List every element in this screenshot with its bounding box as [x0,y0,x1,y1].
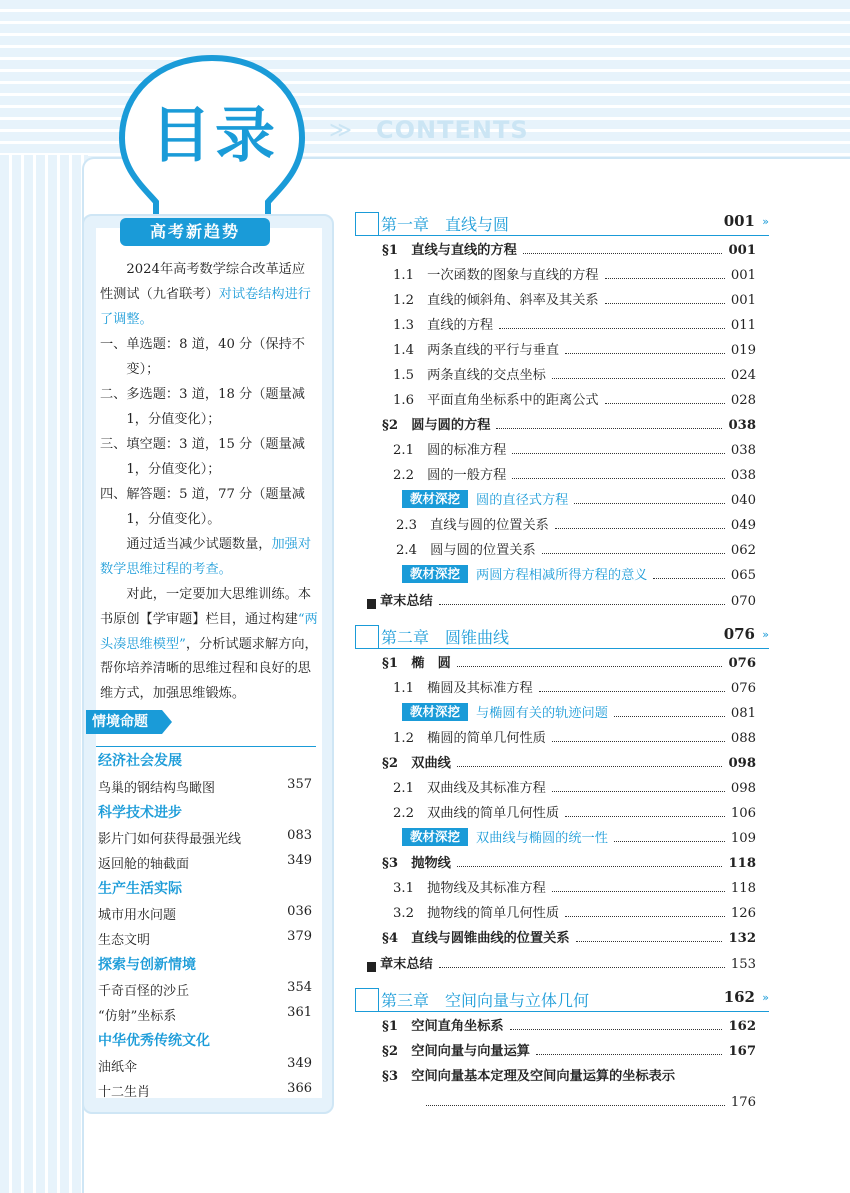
item-multi-choice: 二、多选题：3 道，18 分（题量减 1，分值变化）； [100,387,305,427]
toc-entry[interactable]: 176 [420,1090,756,1110]
category-title: 中华优秀传统文化 [98,1033,210,1049]
category-title: 经济社会发展 [98,753,182,769]
situation-item[interactable]: 返回舱的轴截面 349 [98,853,312,872]
training-paragraph: 对此，一定要加大思维训练。本书原创【学审题】栏目，通过构建“两头凑思维模型”，分析试题求解方向，帮你培养清晰的思维过程和良好的思维方式，加强思维锻炼。 [100,587,318,702]
toc-entry[interactable]: 2.2 圆的一般方程 038 [393,468,756,483]
category-title: 科学技术进步 [98,805,182,821]
toc-entry[interactable]: §1 椭 圆 076 [382,656,756,671]
page-title: 目录 [151,101,279,171]
situation-item[interactable]: 十二生肖 366 [98,1081,312,1100]
toc-entry[interactable]: 3.1 抛物线及其标准方程 118 [393,881,756,896]
toc-entry[interactable]: 1.5 两条直线的交点坐标 024 [393,368,756,383]
reduce-paragraph: 通过适当减少试题数量，加强对数学思维过程的考查。 [100,537,312,577]
situations-divider [96,746,316,747]
toc-entry[interactable]: 2.1 圆的标准方程 038 [393,443,756,458]
toc-entry[interactable]: 章末总结 070 [367,589,756,609]
contents-label: CONTENTS [376,116,529,144]
double-chevron-icon: » [762,215,769,228]
lightbulb-icon [355,625,379,649]
toc-entry[interactable]: 1.2 椭圆的简单几何性质 088 [393,731,756,746]
toc-entry[interactable]: 2.2 双曲线的简单几何性质 106 [393,806,756,821]
lightbulb-icon [355,212,379,236]
contents-arrow-icon: ≫ [329,118,353,143]
item-single-choice: 一、单选题：8 道，40 分（保持不变）； [100,337,305,377]
situation-item[interactable]: 影片门如何获得最强光线 083 [98,828,312,847]
toc-entry[interactable]: §2 圆与圆的方程 038 [382,418,756,433]
double-chevron-icon: » [762,628,769,641]
category-title: 探索与创新情境 [98,957,196,973]
toc-entry[interactable]: 1.1 一次函数的图象与直线的方程 001 [393,268,756,283]
situation-item[interactable]: “仿射”坐标系 361 [98,1005,312,1024]
intro-paragraph: 2024年高考数学综合改革适应性测试（九省联考）对试卷结构进行了调整。 [100,262,311,327]
toc-entry[interactable]: §4 直线与圆锥曲线的位置关系 132 [382,931,756,946]
toc-entry-deep[interactable]: 教材深挖 与椭圆有关的轨迹问题 081 [402,701,756,721]
toc-entry[interactable]: §1 直线与直线的方程 001 [382,243,756,258]
toc-entry[interactable]: §3 空间向量基本定理及空间向量运算的坐标表示 [382,1069,676,1084]
toc-entry[interactable]: §3 抛物线 118 [382,856,756,871]
deep-dive-badge: 教材深挖 [402,490,468,508]
chapter-heading[interactable]: 第二章 圆锥曲线 076 » [355,625,769,649]
toc-entry[interactable]: §1 空间直角坐标系 162 [382,1019,756,1034]
toc-entry[interactable]: 1.6 平面直角坐标系中的距离公式 028 [393,393,756,408]
item-answer: 四、解答题：5 道，77 分（题量减 1，分值变化）。 [100,487,305,527]
deep-dive-badge: 教材深挖 [402,828,468,846]
summary-icon [367,962,376,972]
situation-item[interactable]: 油纸伞 349 [98,1056,312,1075]
situation-item[interactable]: 千奇百怪的沙丘 354 [98,980,312,999]
situation-item[interactable]: 鸟巢的钢结构鸟瞰图 357 [98,777,312,796]
toc-entry[interactable]: 3.2 抛物线的简单几何性质 126 [393,906,756,921]
toc-entry[interactable]: 2.1 双曲线及其标准方程 098 [393,781,756,796]
situations-tag-arrow [162,710,172,734]
toc-entry[interactable]: §2 空间向量与向量运算 167 [382,1044,756,1059]
chapter-heading[interactable]: 第一章 直线与圆 001 » [355,212,769,236]
toc-entry[interactable]: §2 双曲线 098 [382,756,756,771]
situation-item[interactable]: 城市用水问题 036 [98,904,312,923]
toc-entry-deep[interactable]: 教材深挖 双曲线与椭圆的统一性 109 [402,826,756,846]
deep-dive-badge: 教材深挖 [402,703,468,721]
category-title: 生产生活实际 [98,881,182,897]
chapter-heading[interactable]: 第三章 空间向量与立体几何 162 » [355,988,769,1012]
toc-entry[interactable]: 1.2 直线的倾斜角、斜率及其关系 001 [393,293,756,308]
situation-item[interactable]: 生态文明 379 [98,929,312,948]
toc-entry[interactable]: 1.4 两条直线的平行与垂直 019 [393,343,756,358]
toc-entry-deep[interactable]: 教材深挖 圆的直径式方程 040 [402,488,756,508]
sidebar-tab: 高考新趋势 [120,218,270,246]
situations-tag: 情境命题 [86,710,162,734]
item-fill-blank: 三、填空题：3 道，15 分（题量减 1，分值变化）； [100,437,305,477]
lightbulb-icon [355,988,379,1012]
summary-icon [367,599,376,609]
toc-entry[interactable]: 1.3 直线的方程 011 [393,318,756,333]
side-stripes [0,155,88,1193]
deep-dive-badge: 教材深挖 [402,565,468,583]
toc-entry[interactable]: 2.3 直线与圆的位置关系 049 [396,518,756,533]
toc-entry-deep[interactable]: 教材深挖 两圆方程相减所得方程的意义 065 [402,563,756,583]
toc-entry[interactable]: 章末总结 153 [367,952,756,972]
double-chevron-icon: » [762,991,769,1004]
toc-entry[interactable]: 2.4 圆与圆的位置关系 062 [396,543,756,558]
toc-entry[interactable]: 1.1 椭圆及其标准方程 076 [393,681,756,696]
